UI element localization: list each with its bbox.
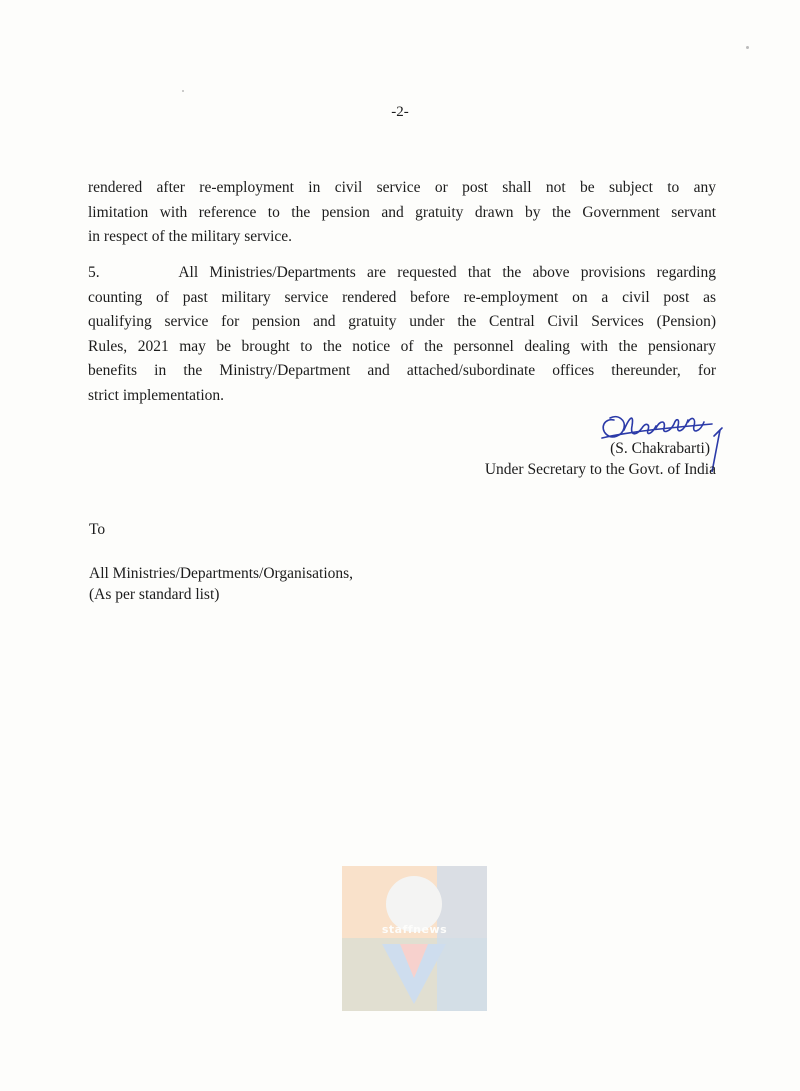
paragraph-line: rendered after re-employment in civil service or post shall not be subject to any (88, 179, 716, 196)
paragraph-line: Rules, 2021 may be brought to the notice of the personnel dealing with the pensionary (88, 337, 716, 355)
paragraph-line: strict implementation. (88, 386, 225, 404)
paragraph-line: counting of past military service rendered before re-employment on a civil post as (88, 288, 716, 306)
paragraph-line: benefits in the Ministry/Department and attached/subordinate offices thereunder, for (88, 362, 716, 380)
signatory-name: (S. Chakrabarti) (610, 440, 710, 457)
scan-speck (746, 46, 749, 49)
paragraph-5 (88, 261, 716, 409)
page-number: -2- (391, 104, 409, 120)
paragraph-line: limitation with reference to the pension and gratuity drawn by the Government servant (88, 203, 716, 221)
scan-speck (182, 90, 184, 92)
to-label: To (89, 521, 106, 538)
watermark-logo-graphic (342, 866, 487, 1011)
signatory-designation: Under Secretary to the Govt. of India (484, 461, 716, 478)
paragraph-line: 5. All Ministries/Departments are requested that the above provisions regarding (88, 264, 716, 281)
recipient-line: All Ministries/Departments/Organisations, (89, 565, 354, 582)
staffnews-watermark-logo (342, 866, 487, 1011)
paragraph-continuation (88, 176, 716, 250)
recipient-line: (As per standard list) (89, 586, 220, 603)
watermark-text: staffnews (381, 923, 448, 936)
paragraph-line: qualifying service for pension and gratuity under the Central Civil Services (Pension) (88, 313, 716, 331)
paragraph-line: in respect of the military service. (88, 228, 293, 246)
